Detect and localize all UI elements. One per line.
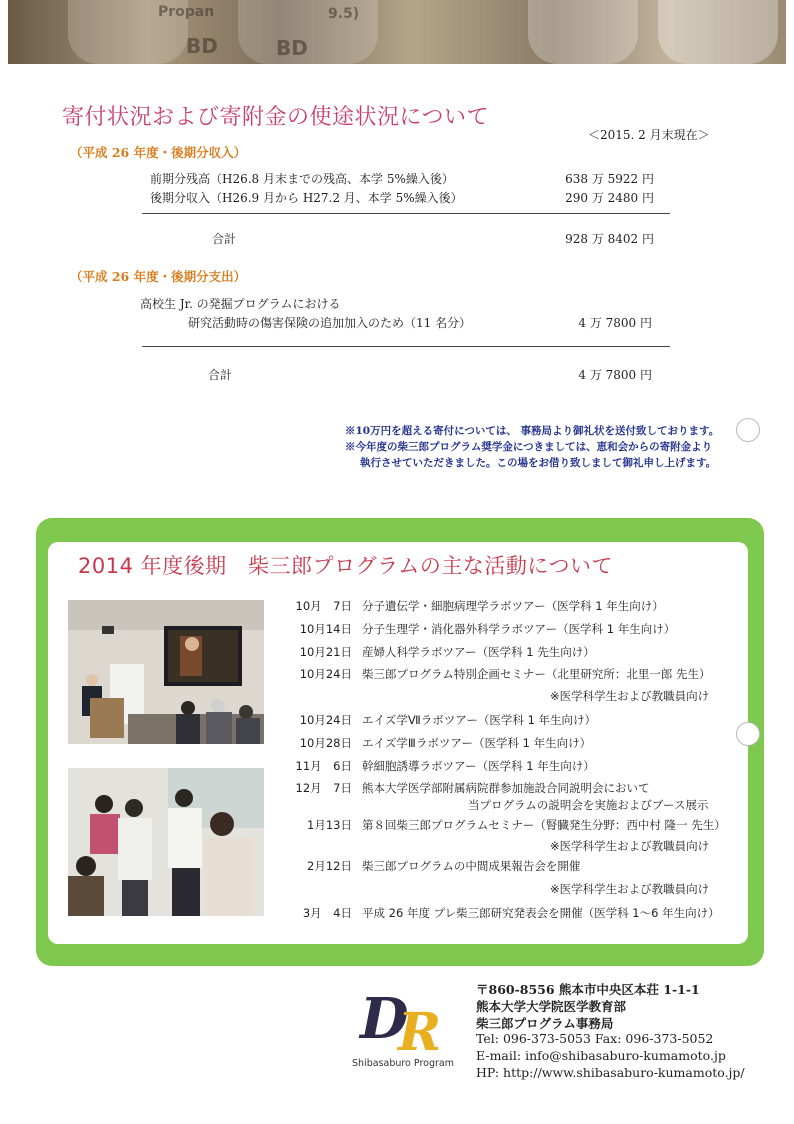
binder-hole-bottom [736,722,760,746]
income-total-amount: 928 万 8402 円 [565,232,654,246]
contact-org-2: 柴三郎プログラム事務局 [476,1016,614,1031]
income-heading: （平成 26 年度・後期分収入） [70,145,247,160]
activity-date-8: 12月 7日 [295,781,352,795]
activity-date-7: 11月 6日 [295,759,352,773]
activity-text-1: 分子遺伝学・細胞病理学ラボツアー（医学科 1 年生向け） [362,599,664,613]
expense-heading: （平成 26 年度・後期分支出） [70,269,247,284]
activities-title: 2014 年度後期 柴三郎プログラムの主な活動について [78,554,613,578]
activity-date-9: 1月13日 [307,818,352,832]
banner-label-c: BD [186,34,218,58]
logo-caption: Shibasaburo Program [352,1058,454,1069]
activity-date-10: 2月12日 [307,859,352,873]
svg-text:D: D [360,986,409,1052]
activity-sub-report: ※医学科学生および教職員向け [550,882,710,896]
activity-text-11: 平成 26 年度 プレ柴三郎研究発表会を開催（医学科 1～6 年生向け） [362,906,720,920]
activity-sub-seminar: ※医学科学生および教職員向け [550,689,710,703]
note-line-1: ※10万円を超える寄付については、 事務局より御礼状を送付致しております。 [345,425,720,437]
activity-date-5: 10月24日 [299,713,352,727]
expense-line-1: 高校生 Jr. の発掘プログラムにおける [140,297,341,311]
activity-sub-seminar8: ※医学科学生および教職員向け [550,839,710,853]
activity-text-8: 熊本大学医学部附属病院群参加施設合同説明会において [362,781,650,795]
activity-text-2: 分子生理学・消化器外科学ラボツアー（医学科 1 年生向け） [362,622,676,636]
banner-label-d: BD [276,36,308,60]
note-line-2: ※今年度の柴三郎プログラム奨学金につきましては、恵和会からの寄附金より [345,441,713,453]
contact-email[interactable]: E-mail: info@shibasaburo-kumamoto.jp [476,1048,726,1063]
expense-total-amount: 4 万 7800 円 [578,368,652,382]
contact-org-1: 熊本大学大学院医学教育部 [476,999,627,1014]
header-banner-photo [8,0,786,64]
activity-text-5: エイズ学Ⅶラボツアー（医学科 1 年生向け） [362,713,597,727]
activity-date-11: 3月 4日 [302,906,352,920]
svg-text:R: R [398,1002,442,1063]
as-of-date: ＜2015. 2 月末現在＞ [588,128,710,142]
contact-tel: Tel: 096-373-5053 Fax: 096-373-5052 [476,1031,714,1046]
activity-text-3: 産婦人科学ラボツアー（医学科 1 先生向け） [362,645,595,659]
booth-photo [68,768,264,916]
activity-date-6: 10月28日 [299,736,352,750]
income-divider [142,213,670,214]
banner-label-b: 9.5) [328,6,360,22]
activity-text-4: 柴三郎プログラム特別企画セミナー（北里研究所：北里一郎 先生） [362,667,711,681]
income-row-1-amount: 638 万 5922 円 [565,172,654,186]
activity-text-9: 第８回柴三郎プログラムセミナー（腎臓発生分野：西中村 隆一 先生） [362,818,726,832]
binder-hole-top [736,418,760,442]
income-row-1-label: 前期分残高（H26.8 月末までの残高、本学 5%繰入後） [150,172,454,186]
banner-label-a: Propan [158,4,215,20]
activity-date-3: 10月21日 [299,645,352,659]
activity-date-1: 10月 7日 [295,599,352,613]
activity-text-10: 柴三郎プログラムの中間成果報告会を開催 [362,859,581,873]
activity-sub-briefing: 当プログラムの説明会を実施およびブース展示 [468,798,709,812]
seminar-photo [68,600,264,744]
expense-divider [142,346,670,347]
income-row-2-label: 後期分収入（H26.9 月から H27.2 月、本学 5%繰入後） [150,191,463,205]
donation-title: 寄付状況および寄附金の使途状況について [62,105,490,130]
contact-homepage[interactable]: HP: http://www.shibasaburo-kumamoto.jp/ [476,1065,745,1080]
activity-date-4: 10月24日 [299,667,352,681]
note-line-3: 執行させていただきました。この場をお借り致しまして御礼申し上げます。 [360,457,717,469]
expense-total-label: 合計 [208,368,233,382]
contact-postal: 〒860-8556 熊本市中央区本荘 1-1-1 [476,982,700,997]
program-logo [346,980,466,1070]
activity-date-2: 10月14日 [299,622,352,636]
activity-text-6: エイズ学Ⅲラボツアー（医学科 1 年生向け） [362,736,592,750]
income-row-2-amount: 290 万 2480 円 [565,191,654,205]
expense-amount: 4 万 7800 円 [578,316,652,330]
expense-line-2: 研究活動時の傷害保険の追加加入のため（11 名分） [188,316,472,330]
income-total-label: 合計 [212,232,237,246]
activity-text-7: 幹細胞誘導ラボツアー（医学科 1 年生向け） [362,759,595,773]
